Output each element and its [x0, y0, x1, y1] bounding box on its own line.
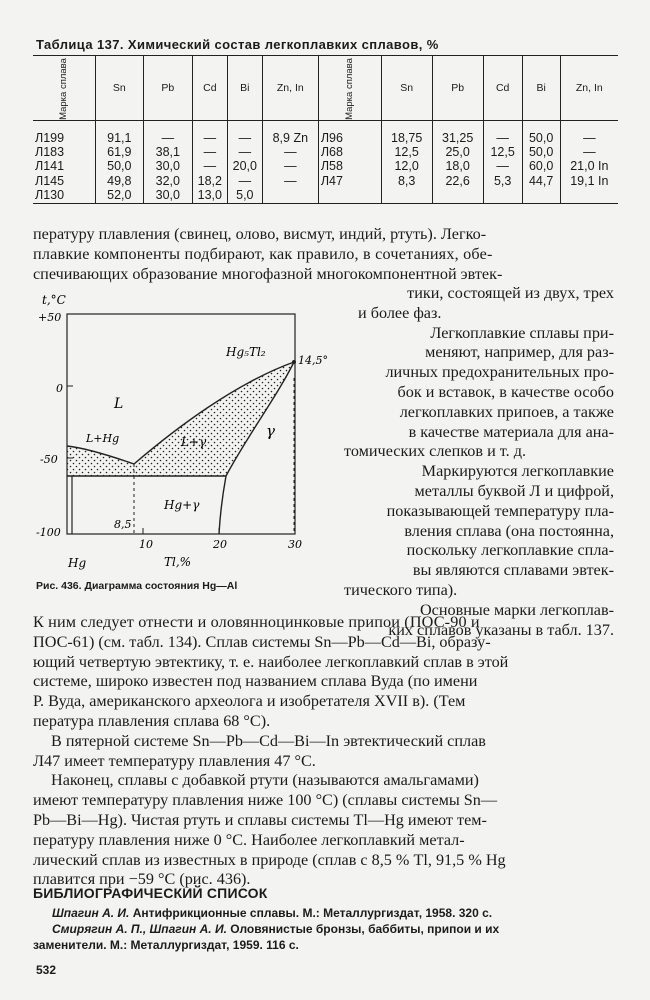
table-header-row — [33, 56, 618, 121]
y-tick-label: 0 — [56, 382, 63, 395]
text-line: легкоплавких припоев, а также — [399, 402, 614, 421]
bibliography-entry-2 — [52, 922, 499, 937]
x-left-label: Hg — [68, 556, 87, 570]
table-cell: 18,2 — [192, 174, 227, 188]
page-number: 532 — [36, 963, 57, 977]
body-paragraph-top — [33, 225, 618, 284]
text-line: меняют, например, для раз- — [425, 343, 614, 362]
body-paragraph-bottom — [33, 613, 618, 890]
table-cell: — — [262, 174, 318, 188]
table-cell: — — [227, 174, 262, 188]
table-cell: 18,75 — [381, 121, 432, 146]
text-line: имеют температуру плавления ниже 100 °С) (сплавы системы Sn— — [33, 791, 498, 810]
header-zn-in: Zn, In — [262, 56, 318, 121]
bibliography-entry-1 — [52, 906, 492, 921]
table-cell: 19,1 In — [560, 174, 618, 188]
text-line: Р. Вуда, американского археолога и изобретателя XVII в). (Тем — [33, 692, 466, 711]
table-row — [33, 159, 618, 173]
header-bi: Bi — [227, 56, 262, 121]
header-bi-2: Bi — [522, 56, 560, 121]
y-tick-label: -100 — [36, 526, 61, 539]
table-cell — [432, 188, 483, 204]
table-cell: — — [227, 121, 262, 146]
ref-text: Антифрикционные сплавы. М.: Металлургиздат, 1958. 320 с. — [132, 906, 493, 920]
table-cell: — — [192, 159, 227, 173]
x-tick-label: 20 — [213, 538, 227, 551]
header-grade: Марка сплава — [57, 58, 69, 120]
solvus-gamma — [219, 476, 226, 534]
text-line: Маркируются легкоплавкие — [421, 462, 614, 481]
table-cell: 50,0 — [522, 121, 560, 146]
table-cell: Л145 — [35, 173, 65, 188]
table-cell: Л141 — [35, 159, 65, 174]
text-line: вления сплава (она постоянна, — [404, 521, 614, 540]
peak-point — [292, 360, 296, 364]
table-cell: 49,8 — [95, 174, 143, 188]
table-cell: — — [560, 121, 618, 146]
table-cell: Л183 — [35, 145, 65, 160]
header-pb: Pb — [143, 56, 192, 121]
table-row — [33, 121, 618, 146]
y-tick-label: +50 — [38, 311, 62, 324]
table-cell: 30,0 — [143, 188, 192, 204]
bibliography-heading: БИБЛИОГРАФИЧЕСКИЙ СПИСОК — [33, 885, 268, 901]
table-cell: 52,0 — [95, 188, 143, 204]
table-cell: Л199 — [35, 131, 65, 145]
text-line: В пятерной системе Sn—Pb—Cd—Bi—In эвтектический сплав — [51, 731, 486, 750]
figure-caption: Рис. 436. Диаграмма состояния Hg—Al — [36, 580, 238, 592]
text-line: Легкоплавкие сплавы при- — [430, 323, 614, 342]
table-cell: 61,9 — [95, 145, 143, 159]
label-hg5tl2: Hg₅Tl₂ — [226, 345, 266, 359]
table-cell: 8,3 — [381, 174, 432, 188]
label-eutectic-x: 8,5 — [114, 518, 132, 531]
text-line: показывающей температуру пла- — [386, 501, 614, 520]
text-line: томических слепков и т. д. — [344, 442, 527, 461]
label-l-gamma: L+γ — [181, 435, 207, 449]
text-line: ющий четвертую эвтектику, т. е. наиболее легкоплавкий сплав в этой — [33, 652, 509, 671]
table-cell: 30,0 — [143, 159, 192, 173]
text-line: вы являются сплавами эвтек- — [412, 561, 614, 580]
table-cell: 8,9 Zn — [262, 121, 318, 146]
bibliography-entry-2-cont: заменители. М.: Металлургиздат, 1959. 116 с. — [33, 938, 299, 952]
header-sn-2: Sn — [381, 56, 432, 121]
table-cell: 22,6 — [432, 174, 483, 188]
ref-author: Шпагин А. И. — [52, 906, 130, 920]
text-line: К ним следует отнести и оловянноцинковые припои (ПОС-90 и — [33, 613, 480, 631]
table-cell: 20,0 — [227, 159, 262, 173]
text-line: лический сплав из известных в природе (сплав с 8,5 % Tl, 91,5 % Hg — [33, 850, 506, 869]
table-cell: — — [262, 159, 318, 173]
text-line: металлы буквой Л и цифрой, — [414, 481, 614, 500]
text-line: личных предохранительных про- — [385, 363, 614, 382]
table-cell: — — [560, 145, 618, 159]
header-pb-2: Pb — [432, 56, 483, 121]
ref-text: Оловянистые бронзы, баббиты, припои и их — [230, 922, 500, 936]
header-cd-2: Cd — [483, 56, 522, 121]
y-tick-label: -50 — [40, 453, 58, 466]
text-line: плавкие компоненты подбирают, как правило, в сочетаниях, обе- — [33, 244, 493, 263]
table-cell: 44,7 — [522, 174, 560, 188]
label-peak: 14,5° — [298, 354, 328, 367]
text-line: Основные марки легкоплав- — [419, 600, 614, 619]
table-cell: 21,0 In — [560, 159, 618, 173]
table-cell — [560, 188, 618, 204]
text-line: бок и вставок, в качестве особо — [397, 382, 614, 401]
composition-table — [33, 55, 618, 204]
text-line: тики, состоящей из двух, трех — [407, 284, 614, 302]
header-grade-2: Марка сплава — [343, 58, 355, 120]
table-cell: 12,5 — [381, 145, 432, 159]
table-row — [33, 174, 618, 188]
label-gamma: γ — [266, 422, 275, 440]
table-cell: Л96 — [318, 121, 381, 146]
header-sn: Sn — [95, 56, 143, 121]
table-cell: — — [192, 121, 227, 146]
table-cell: 12,5 — [483, 145, 522, 159]
label-l: L — [114, 396, 124, 412]
text-line: плавится при −59 °С (рис. 436). — [33, 870, 251, 889]
table-cell — [483, 188, 522, 204]
table-cell: — — [483, 121, 522, 146]
text-line: ПОС-61) (см. табл. 134). Сплав системы Sn—Pb—Cd—Bi, образу- — [33, 632, 491, 651]
text-line: в качестве материала для ана- — [408, 422, 614, 441]
y-axis-label: t,°C — [42, 293, 66, 307]
table-cell: — — [483, 159, 522, 173]
table-cell: Л58 — [318, 159, 381, 173]
text-line: тического типа). — [344, 580, 458, 599]
text-line: поскольку легкоплавкие спла- — [406, 541, 614, 560]
table-cell: 32,0 — [143, 174, 192, 188]
table-cell — [381, 188, 432, 204]
text-line: спечивающих образование многофазной многокомпонентной эвтек- — [33, 264, 503, 283]
table-cell: 13,0 — [192, 188, 227, 204]
text-line: Л47 имеет температуру плавления 47 °С. — [33, 751, 316, 770]
table-cell: Л68 — [318, 145, 381, 159]
table-cell: 5,3 — [483, 174, 522, 188]
table-cell — [262, 188, 318, 204]
text-line: пературу плавления ниже 0 °С. Наиболее легкоплавкий метал- — [33, 830, 465, 849]
table-cell: 38,1 — [143, 145, 192, 159]
table-cell: — — [143, 121, 192, 146]
label-hg-gamma: Hg+γ — [164, 498, 200, 512]
table-cell: Л130 — [33, 188, 95, 204]
table-cell: 5,0 — [227, 188, 262, 204]
ref-author: Смирягин А. П., Шпагин А. И. — [52, 922, 227, 936]
table-cell: 50,0 — [522, 145, 560, 159]
table-cell — [522, 188, 560, 204]
text-line: системе, широко известен под названием сплава Вуда (по имени — [33, 672, 478, 691]
text-line: Pb—Bi—Hg). Чистая ртуть и сплавы системы Tl—Hg имеют тем- — [33, 810, 487, 829]
phase-diagram — [36, 288, 328, 578]
region-l-plus-gamma — [134, 362, 294, 476]
x-tick-label: 10 — [139, 538, 153, 551]
table-cell: — — [192, 145, 227, 159]
text-line: пература плавления сплава 68 °С). — [33, 711, 271, 730]
table-cell: 12,0 — [381, 159, 432, 173]
x-tick-label: 30 — [288, 538, 302, 551]
body-paragraph-right — [320, 284, 614, 640]
table-cell — [318, 188, 381, 204]
table-cell: Л47 — [318, 174, 381, 188]
table-cell: — — [262, 145, 318, 159]
label-l-hg: L+Hg — [86, 432, 120, 445]
table-cell: 60,0 — [522, 159, 560, 173]
x-axis-label: Tl,% — [164, 555, 192, 569]
text-line: пературу плавления (свинец, олово, висмут, индий, ртуть). Легко- — [33, 225, 487, 243]
table-cell: 50,0 — [95, 159, 143, 173]
text-line: ких сплавов указаны в табл. 137. — [388, 620, 614, 639]
table-cell: 91,1 — [95, 121, 143, 146]
table-caption: Таблица 137. Химический состав легкоплавких сплавов, % — [36, 37, 439, 52]
text-line: Наконец, сплавы с добавкой ртути (называются амальгамами) — [51, 771, 479, 790]
table-cell: 25,0 — [432, 145, 483, 159]
header-cd: Cd — [192, 56, 227, 121]
table-cell: 31,25 — [432, 121, 483, 146]
text-line: и более фаз. — [358, 303, 442, 322]
table-row — [33, 188, 618, 204]
table-row — [33, 145, 618, 159]
header-zn-in-2: Zn, In — [560, 56, 618, 121]
table-cell: — — [227, 145, 262, 159]
table-cell: 18,0 — [432, 159, 483, 173]
